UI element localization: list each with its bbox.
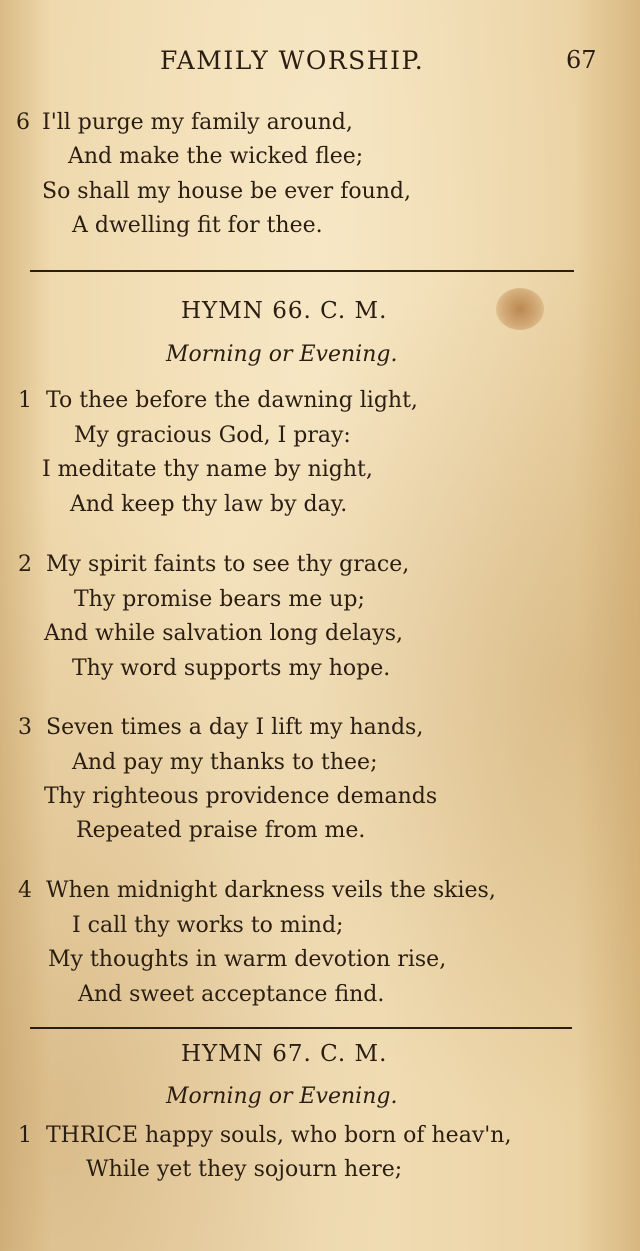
verse-line: And sweet acceptance find. [78, 982, 385, 1007]
hymn-title: HYMN 66. C. M. [181, 298, 388, 324]
verse-line: I meditate thy name by night, [42, 457, 373, 482]
stanza-number: 4 [18, 878, 32, 903]
verse-line: Thy righteous providence demands [44, 784, 438, 809]
hymn-title: HYMN 67. C. M. [181, 1041, 388, 1067]
verse-line: I call thy works to mind; [72, 913, 344, 938]
stanza-number: 3 [18, 715, 32, 740]
verse-line: To thee before the dawning light, [46, 388, 418, 413]
verse-line: So shall my house be ever found, [42, 179, 411, 204]
verse-line: My gracious God, I pray: [74, 423, 351, 448]
hymn-subtitle: Morning or Evening. [166, 1084, 398, 1109]
section-divider [30, 270, 574, 272]
verse-line: And pay my thanks to thee; [72, 750, 378, 775]
verse-line: And make the wicked flee; [68, 144, 364, 169]
verse-line: My spirit faints to see thy grace, [46, 552, 410, 577]
hymn-subtitle: Morning or Evening. [166, 342, 398, 367]
page-number: 67 [566, 46, 597, 74]
stanza-number: 6 [16, 110, 30, 135]
verse-line: And keep thy law by day. [70, 492, 348, 517]
verse-line: When midnight darkness veils the skies, [46, 878, 496, 903]
verse-line: My thoughts in warm devotion rise, [48, 947, 447, 972]
verse-line: While yet they sojourn here; [86, 1157, 403, 1182]
stanza-number: 2 [18, 552, 32, 577]
verse-line: Thy word supports my hope. [72, 656, 391, 681]
verse-line: I'll purge my family around, [42, 110, 353, 135]
verse-line: Seven times a day I lift my hands, [46, 715, 424, 740]
stanza-number: 1 [18, 1123, 32, 1148]
verse-line: And while salvation long delays, [44, 621, 403, 646]
verse-line: Thy promise bears me up; [74, 587, 365, 612]
verse-line: THRICE happy souls, who born of heav'n, [46, 1123, 512, 1148]
verse-line: Repeated praise from me. [76, 818, 366, 843]
stanza-number: 1 [18, 388, 32, 413]
running-head: FAMILY WORSHIP. [160, 46, 425, 75]
section-divider [30, 1027, 572, 1029]
verse-line: A dwelling fit for thee. [72, 213, 323, 238]
paper-stain [496, 288, 544, 330]
